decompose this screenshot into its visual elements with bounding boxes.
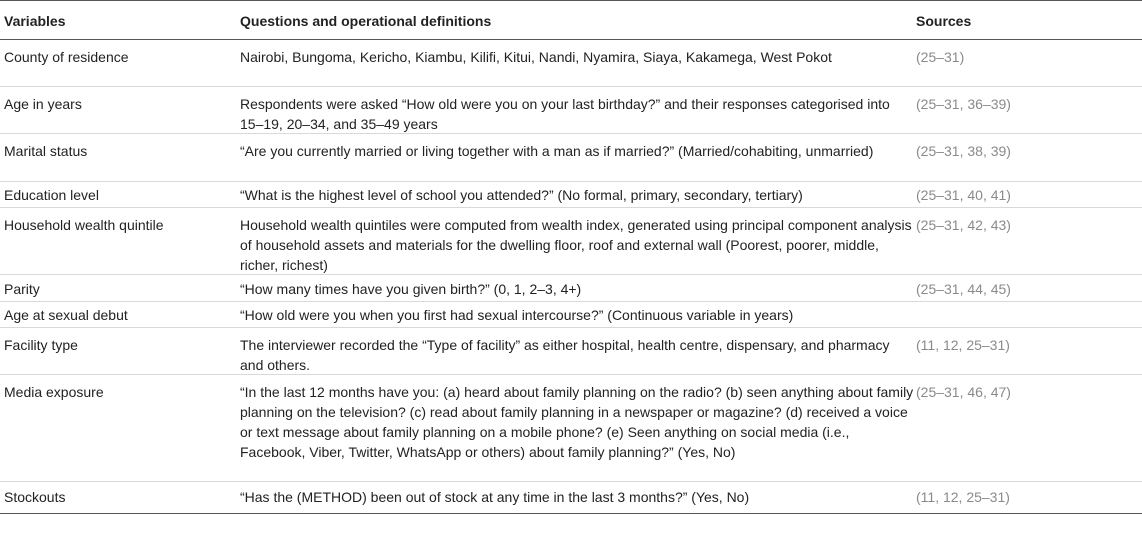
- definition-cell: Respondents were asked “How old were you on your last birthday?” and their responses categorised into 15–19, 20–34, and 35–49 years: [240, 96, 890, 132]
- definition-cell: “How old were you when you first had sexual intercourse?” (Continuous variable in years): [240, 307, 794, 323]
- definition-cell: The interviewer recorded the “Type of facility” as either hospital, health centre, dispensary, and pharmacy and others.: [240, 337, 890, 373]
- table-header: [0, 0, 1142, 40]
- variable-cell: Age at sexual debut: [4, 307, 128, 323]
- header-variables: Variables: [4, 13, 66, 29]
- variable-cell: County of residence: [4, 49, 129, 65]
- sources-cell: (25–31, 36–39): [916, 96, 1011, 112]
- sources-cell: (25–31, 46, 47): [916, 384, 1011, 400]
- table-row: [0, 328, 1142, 375]
- table-row: [0, 482, 1142, 514]
- definition-cell: “Has the (METHOD) been out of stock at any time in the last 3 months?” (Yes, No): [240, 489, 750, 505]
- definition-cell: Nairobi, Bungoma, Kericho, Kiambu, Kilifi, Kitui, Nandi, Nyamira, Siaya, Kakamega, West Pokot: [240, 49, 832, 65]
- sources-cell: (25–31, 44, 45): [916, 281, 1011, 297]
- variable-cell: Household wealth quintile: [4, 217, 164, 233]
- sources-cell: (11, 12, 25–31): [916, 489, 1010, 505]
- variable-cell: Facility type: [4, 337, 78, 353]
- definition-cell: “Are you currently married or living together with a man as if married?” (Married/cohabiting, unmarried): [240, 143, 874, 159]
- sources-cell: (25–31, 42, 43): [916, 217, 1011, 233]
- header-sources: Sources: [916, 13, 972, 29]
- sources-cell: (25–31, 40, 41): [916, 187, 1011, 203]
- sources-cell: (25–31): [916, 49, 965, 65]
- variable-cell: Parity: [4, 281, 40, 297]
- definition-cell: “What is the highest level of school you attended?” (No formal, primary, secondary, tertiary): [240, 187, 803, 203]
- sources-cell: (11, 12, 25–31): [916, 337, 1010, 353]
- table-row: [0, 208, 1142, 275]
- table-row: [0, 40, 1142, 87]
- variable-cell: Education level: [4, 187, 99, 203]
- table-row: [0, 375, 1142, 482]
- definition-cell: “In the last 12 months have you: (a) heard about family planning on the radio? (b) seen anything about family planning on the television? (c) read about family planning in a newspaper or magazine? (d) received a voice or text message about family planning on a mobile phone? (e) Seen anything on social media (i.e., Facebook, Viber, Twitter, WhatsApp or others) about family planning?” (Yes, No): [240, 384, 914, 460]
- sources-cell: (25–31, 38, 39): [916, 143, 1011, 159]
- table-row: [0, 275, 1142, 302]
- definition-cell: Household wealth quintiles were computed from wealth index, generated using principal component analysis of household assets and materials for the dwelling floor, roof and external wall (Poorest, poorer, middle, richer, richest): [240, 217, 912, 273]
- variable-cell: Stockouts: [4, 489, 66, 505]
- table-row: [0, 134, 1142, 182]
- variable-cell: Media exposure: [4, 384, 104, 400]
- variable-cell: Marital status: [4, 143, 88, 159]
- variable-cell: Age in years: [4, 96, 82, 112]
- table-row: [0, 87, 1142, 134]
- table-row: [0, 302, 1142, 328]
- table-row: [0, 182, 1142, 208]
- sources-cell: [914, 302, 1142, 327]
- definition-cell: “How many times have you given birth?” (0, 1, 2–3, 4+): [240, 281, 582, 297]
- header-definitions: Questions and operational definitions: [240, 13, 492, 29]
